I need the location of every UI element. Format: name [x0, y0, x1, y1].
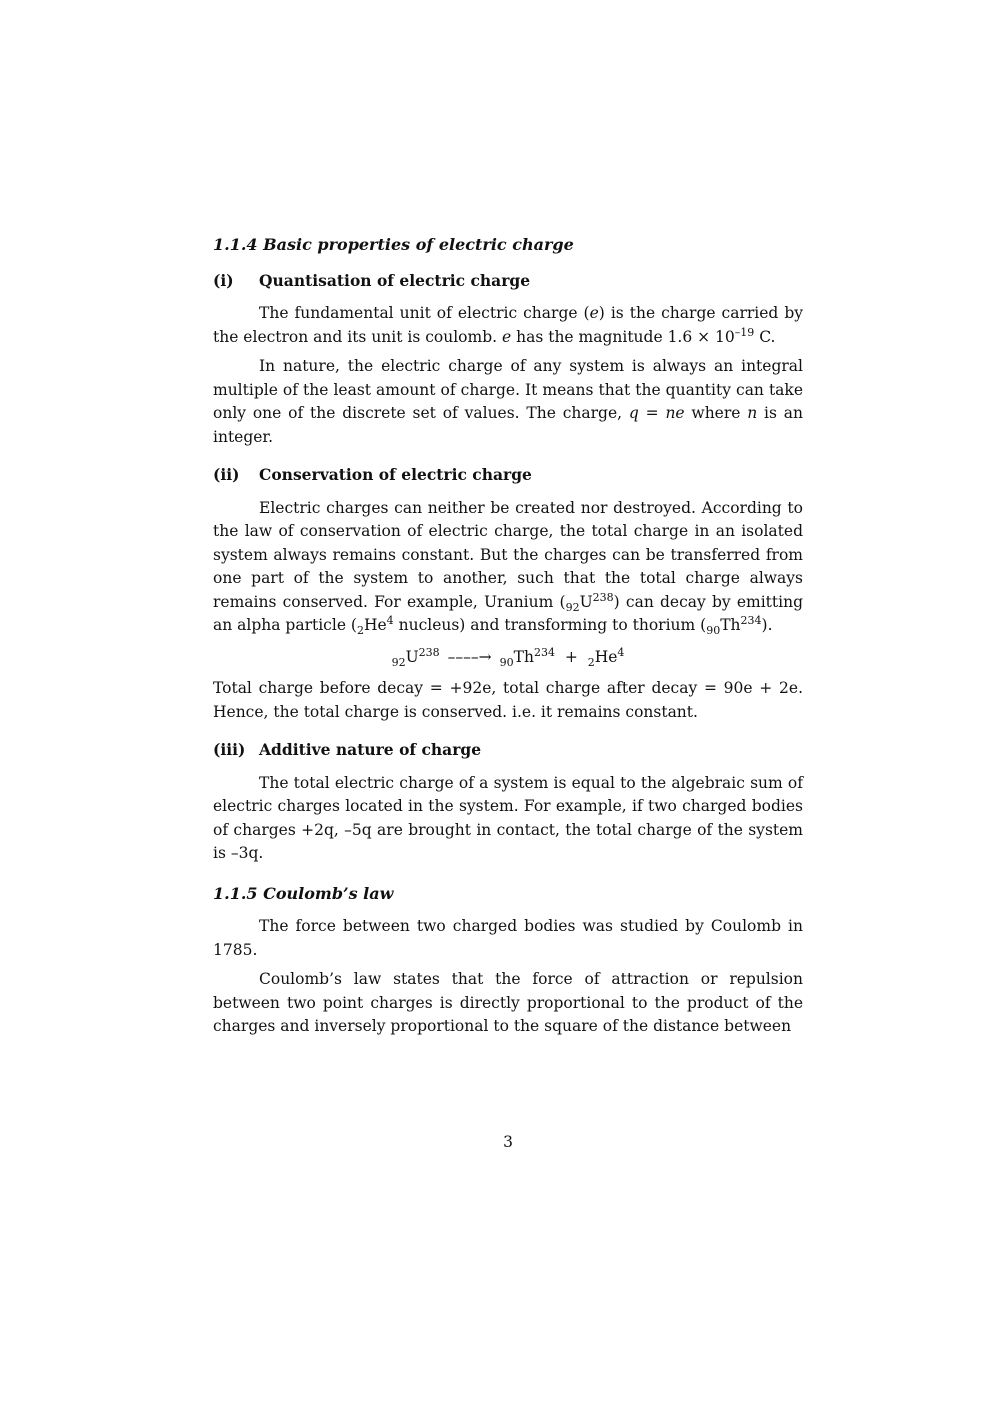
subheading-conservation [213, 463, 803, 487]
decay-equation: $_{92}U^{238}$ ––––→ $_{90}Th^{234} + _2He^4$ [391, 645, 625, 669]
subheading-number: (i) [213, 270, 234, 290]
section-heading-basic-properties: 1.1.4 Basic properties of electric charge [213, 235, 574, 254]
paragraph-total-charge: Total charge before decay = +92e, total charge after decay = 90e + 2e. Hence, the total charge is conserved. i.e. it remains constant. [213, 679, 803, 721]
subheading-number: (iii) [213, 740, 246, 759]
subheading-additive [213, 738, 803, 762]
paragraph-integral-multiple: In nature, the electric charge of any system is always an integral multiple of the least amount of charge. It means that the quantity can take only one of the discrete set of values. The charge, q = ne where n is an integer. [213, 357, 804, 446]
subheading-quantisation [213, 269, 803, 293]
page-number: 3 [503, 1133, 513, 1151]
page-content [213, 233, 803, 1039]
paragraph-additive: The total electric charge of a system is equal to the algebraic sum of electric charges located in the system. For example, if two charged bodies of charges +2q, –5q are brought in contact, the total charge of the system is –3q. [213, 773, 803, 862]
paragraph-conservation: Electric charges can neither be created nor destroyed. According to the law of conservation of electric charge, the total charge in an isolated system always remains constant. But the charges can be transferred from one part of the system to another, such that the total charge always remains conserved. For example, Uranium $(_{92}U^{238})$ can decay by emitting an alpha particle ($_2He^4$ nucleus) and transforming to thorium $(_{90}Th^{234})$. [213, 498, 803, 638]
subheading-title: Conservation of electric charge [259, 465, 532, 484]
paragraph-coulomb-history: The force between two charged bodies was studied by Coulomb in 1785. [213, 917, 803, 959]
subheading-number: (ii) [213, 465, 240, 484]
subheading-title: Quantisation of electric charge [259, 270, 531, 290]
paragraph-coulomb-statement: Coulomb’s law states that the force of attraction or repulsion between two point charges is directly proportional to the product of the charges and inversely proportional to the square of the distance between [213, 970, 803, 1035]
subheading-title: Additive nature of charge [259, 740, 482, 759]
section-heading-coulombs-law: 1.1.5 Coulomb’s law [213, 883, 394, 903]
paragraph-fundamental-unit: The fundamental unit of electric charge (e) is the charge carried by the electron and its unit is coulomb. e has the magnitude $1.6 \times 10^{-19}$ C. [213, 304, 804, 346]
arrow-icon: ––––→ [447, 647, 492, 666]
